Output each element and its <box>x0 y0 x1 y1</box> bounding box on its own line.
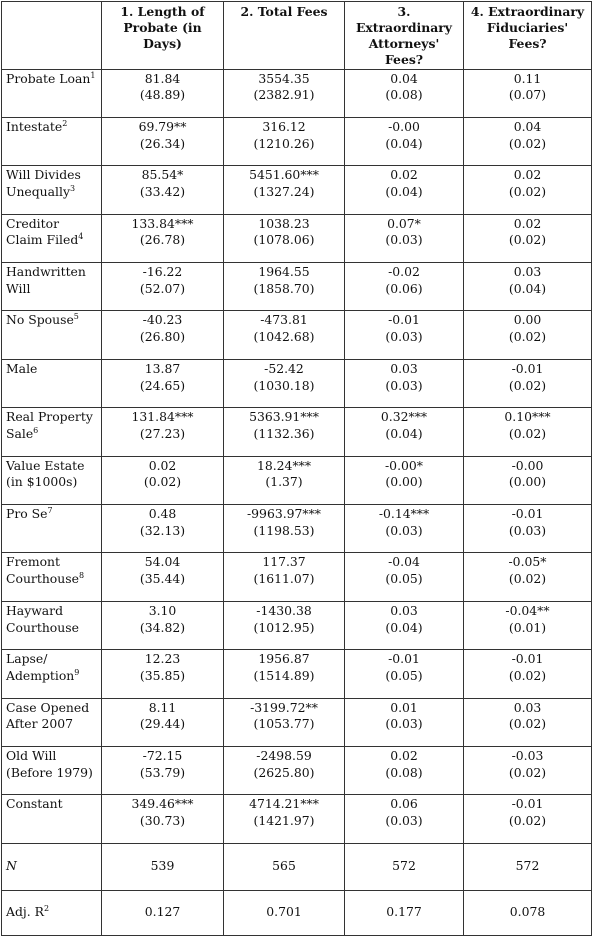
coefficient-estimate: 5363.91*** <box>249 409 319 425</box>
row-label <box>2 601 102 649</box>
standard-error: (1421.97) <box>253 813 315 829</box>
coefficient-estimate: -0.01 <box>388 312 420 328</box>
adj-r-squared-value: 0.701 <box>224 890 345 935</box>
coefficient-estimate: -0.00 <box>388 118 420 134</box>
coefficient-estimate: 0.48 <box>148 506 177 522</box>
coefficient-estimate: 18.24*** <box>256 457 312 473</box>
coefficient-cell <box>224 746 345 794</box>
coefficient-estimate: 349.46*** <box>131 796 194 812</box>
coefficient-estimate: -0.01 <box>388 651 420 667</box>
standard-error: (1198.53) <box>253 522 315 538</box>
standard-error: (0.02) <box>143 474 182 490</box>
coefficient-cell <box>345 117 464 165</box>
coefficient-estimate: -0.01 <box>511 796 544 812</box>
observations-value: 539 <box>102 843 224 890</box>
standard-error: (0.02) <box>508 184 547 200</box>
observations-row <box>2 843 592 890</box>
standard-error: (0.05) <box>385 571 423 587</box>
coefficient-estimate: 69.79** <box>138 118 187 134</box>
coefficient-cell <box>224 408 345 456</box>
footnote-marker: 3 <box>69 183 76 193</box>
adj-r-squared-label <box>2 890 102 935</box>
row-label <box>2 359 102 407</box>
coefficient-cell <box>345 263 464 311</box>
coefficient-cell <box>345 553 464 601</box>
coefficient-cell <box>224 263 345 311</box>
row-label <box>2 214 102 262</box>
coefficient-cell <box>345 698 464 746</box>
standard-error: (35.44) <box>139 571 186 587</box>
standard-error: (48.89) <box>139 87 186 103</box>
coefficient-cell <box>345 408 464 456</box>
standard-error: (26.34) <box>139 135 186 151</box>
coefficient-estimate: 3554.35 <box>258 70 310 86</box>
standard-error: (0.04) <box>385 619 423 635</box>
coefficient-cell <box>102 505 224 553</box>
standard-error: (0.07) <box>508 87 547 103</box>
observations-label: N <box>2 843 102 890</box>
row-label-text: Constant <box>6 796 63 812</box>
standard-error: (0.08) <box>385 87 423 103</box>
coefficient-cell <box>224 505 345 553</box>
coefficient-estimate: -0.00 <box>511 457 544 473</box>
coefficient-estimate: 1964.55 <box>258 264 310 280</box>
standard-error: (26.80) <box>139 329 186 345</box>
observations-value: 565 <box>224 843 345 890</box>
coefficient-cell <box>464 69 592 117</box>
coefficient-cell <box>345 311 464 359</box>
coefficient-estimate: -16.22 <box>142 264 183 280</box>
standard-error: (32.13) <box>139 522 186 538</box>
coefficient-estimate: -40.23 <box>142 312 183 328</box>
coefficient-cell <box>345 359 464 407</box>
coefficient-cell <box>102 117 224 165</box>
coefficient-estimate: 0.03 <box>390 360 418 376</box>
coefficient-estimate: 0.04 <box>513 118 542 134</box>
coefficient-cell <box>224 650 345 698</box>
standard-error: (2625.80) <box>253 764 315 780</box>
row-label-text: Creditor Claim Filed <box>6 215 79 248</box>
coefficient-estimate: 0.07* <box>387 215 421 231</box>
standard-error: (1012.95) <box>253 619 315 635</box>
standard-error: (1078.06) <box>253 232 315 248</box>
row-label-text: Probate Loan <box>6 70 91 86</box>
coefficient-estimate: 0.32*** <box>380 409 428 425</box>
standard-error: (0.00) <box>508 474 547 490</box>
standard-error: (0.02) <box>508 813 547 829</box>
coefficient-cell <box>464 505 592 553</box>
coefficient-cell <box>102 553 224 601</box>
coefficient-estimate: 0.11 <box>513 70 542 86</box>
row-label <box>2 117 102 165</box>
table-row <box>2 166 592 214</box>
standard-error: (0.02) <box>508 764 547 780</box>
coefficient-cell <box>224 553 345 601</box>
coefficient-cell <box>224 795 345 843</box>
coefficient-cell <box>464 746 592 794</box>
coefficient-estimate: -0.01 <box>511 651 544 667</box>
coefficient-estimate: 3.10 <box>148 602 177 618</box>
row-label-text: Real Property Sale <box>6 409 93 441</box>
coefficient-estimate: -9963.97*** <box>246 506 321 522</box>
standard-error: (53.79) <box>139 764 186 780</box>
coefficient-estimate: 1956.87 <box>258 651 310 667</box>
footnote-marker: 7 <box>47 505 53 515</box>
standard-error: (0.04) <box>385 135 423 151</box>
footnote-marker: 1 <box>90 70 96 80</box>
coefficient-estimate: 0.02 <box>513 167 542 183</box>
standard-error: (0.02) <box>508 377 547 393</box>
footnote-marker: 8 <box>78 571 85 581</box>
coefficient-estimate: -3199.72** <box>250 699 318 715</box>
standard-error: (1042.68) <box>253 329 315 345</box>
standard-error: (0.03) <box>385 522 423 538</box>
coefficient-estimate: 117.37 <box>262 554 306 570</box>
table-row <box>2 69 592 117</box>
table-row <box>2 698 592 746</box>
coefficient-cell <box>224 359 345 407</box>
coefficient-cell <box>224 214 345 262</box>
standard-error: (0.05) <box>385 667 423 683</box>
row-label-text: Intestate <box>6 118 63 134</box>
coefficient-cell <box>102 359 224 407</box>
row-label-text: Pro Se <box>6 506 48 522</box>
standard-error: (0.02) <box>508 425 547 441</box>
standard-error: (33.42) <box>139 184 186 200</box>
standard-error: (1132.36) <box>253 425 315 441</box>
standard-error: (0.02) <box>508 135 547 151</box>
coefficient-cell <box>224 311 345 359</box>
coefficient-cell <box>102 263 224 311</box>
regression-table <box>1 1 592 936</box>
adj-r-squared-row <box>2 890 592 935</box>
footnote-marker: 2 <box>62 118 68 128</box>
adj-r-squared-value: 0.127 <box>102 890 224 935</box>
coefficient-cell <box>102 166 224 214</box>
coefficient-cell <box>102 746 224 794</box>
coefficient-cell <box>102 311 224 359</box>
row-label-text: Male <box>6 360 38 376</box>
coefficient-estimate: 0.03 <box>513 264 542 280</box>
standard-error: (0.08) <box>385 764 423 780</box>
coefficient-estimate: 0.02 <box>390 747 418 763</box>
coefficient-cell <box>345 214 464 262</box>
standard-error: (26.78) <box>139 232 186 248</box>
footnote-marker: 6 <box>33 425 39 435</box>
table-row <box>2 795 592 843</box>
coefficient-cell <box>464 359 592 407</box>
standard-error: (0.06) <box>385 280 423 296</box>
coefficient-cell <box>102 601 224 649</box>
coefficient-cell <box>464 311 592 359</box>
adj-r-squared-value: 0.177 <box>345 890 464 935</box>
standard-error: (0.02) <box>508 571 547 587</box>
row-label <box>2 698 102 746</box>
coefficient-estimate: 0.04 <box>390 70 418 86</box>
observations-value: 572 <box>464 843 592 890</box>
standard-error: (1210.26) <box>253 135 315 151</box>
standard-error: (1858.70) <box>253 280 315 296</box>
coefficient-estimate: 1038.23 <box>258 215 310 231</box>
coefficient-estimate: -0.14*** <box>378 506 430 522</box>
coefficient-estimate: 12.23 <box>144 651 181 667</box>
standard-error: (1.37) <box>265 474 303 490</box>
standard-error: (2382.91) <box>253 87 315 103</box>
coefficient-cell <box>464 553 592 601</box>
table-row <box>2 214 592 262</box>
observations-value: 572 <box>345 843 464 890</box>
coefficient-estimate: -0.01 <box>511 360 544 376</box>
standard-error: (35.85) <box>139 667 186 683</box>
coefficient-cell <box>102 650 224 698</box>
standard-error: (34.82) <box>139 619 186 635</box>
coefficient-cell <box>224 698 345 746</box>
standard-error: (0.02) <box>508 667 547 683</box>
adj-r-squared-value: 0.078 <box>464 890 592 935</box>
coefficient-estimate: -0.01 <box>511 506 544 522</box>
superscript-two: 2 <box>43 904 50 914</box>
coefficient-cell <box>345 505 464 553</box>
coefficient-estimate: 13.87 <box>144 360 181 376</box>
coefficient-estimate: 0.02 <box>148 457 177 473</box>
standard-error: (1327.24) <box>253 184 315 200</box>
coefficient-cell <box>464 214 592 262</box>
row-label <box>2 69 102 117</box>
coefficient-estimate: -0.02 <box>388 264 420 280</box>
table-row <box>2 746 592 794</box>
row-label <box>2 263 102 311</box>
coefficient-cell <box>102 214 224 262</box>
coefficient-cell <box>345 166 464 214</box>
coefficient-estimate: 5451.60*** <box>249 167 319 183</box>
standard-error: (30.73) <box>139 813 186 829</box>
coefficient-cell <box>224 117 345 165</box>
coefficient-cell <box>224 601 345 649</box>
coefficient-estimate: 316.12 <box>262 118 306 134</box>
coefficient-cell <box>464 795 592 843</box>
row-label-text: Old Will (Before 1979) <box>6 747 93 780</box>
row-label <box>2 166 102 214</box>
coefficient-cell <box>102 456 224 504</box>
row-label-text: Hayward Courthouse <box>6 602 79 635</box>
coefficient-cell <box>464 601 592 649</box>
standard-error: (0.02) <box>508 329 547 345</box>
coefficient-estimate: -0.04** <box>505 602 550 618</box>
coefficient-estimate: 133.84*** <box>131 215 194 231</box>
row-label <box>2 795 102 843</box>
coefficient-cell <box>464 166 592 214</box>
standard-error: (0.03) <box>385 232 423 248</box>
adj-r-squared-label-text: Adj. R <box>6 904 44 920</box>
coefficient-cell <box>464 698 592 746</box>
row-label-text: Fremont Courthouse <box>6 554 79 587</box>
table-row <box>2 117 592 165</box>
coefficient-cell <box>102 408 224 456</box>
coefficient-estimate: 0.10*** <box>504 409 551 425</box>
coefficient-cell <box>224 456 345 504</box>
standard-error: (0.04) <box>508 280 547 296</box>
coefficient-estimate: 0.02 <box>390 167 418 183</box>
row-label-text: Will Divides Unequally <box>6 167 81 200</box>
coefficient-estimate: 81.84 <box>144 70 181 86</box>
coefficient-cell <box>345 795 464 843</box>
row-label <box>2 505 102 553</box>
standard-error: (29.44) <box>139 716 186 732</box>
standard-error: (0.03) <box>385 716 423 732</box>
row-label-text: No Spouse <box>6 312 74 328</box>
coefficient-cell <box>224 166 345 214</box>
header-extraordinary-fiduciaries-fees: 4. Extraordinary Fiduciaries' Fees? <box>464 2 592 70</box>
coefficient-estimate: -1430.38 <box>256 602 312 618</box>
footnote-marker: 5 <box>73 312 79 322</box>
standard-error: (1514.89) <box>253 667 315 683</box>
standard-error: (0.00) <box>385 474 423 490</box>
coefficient-estimate: 0.00 <box>513 312 542 328</box>
coefficient-cell <box>102 69 224 117</box>
coefficient-cell <box>102 698 224 746</box>
coefficient-cell <box>464 408 592 456</box>
standard-error: (0.04) <box>385 425 423 441</box>
coefficient-estimate: -0.05* <box>508 554 547 570</box>
row-label <box>2 650 102 698</box>
coefficient-cell <box>345 601 464 649</box>
coefficient-estimate: 0.03 <box>390 602 418 618</box>
coefficient-cell <box>345 746 464 794</box>
standard-error: (0.03) <box>508 522 547 538</box>
header-cell-empty <box>2 2 102 70</box>
coefficient-cell <box>464 117 592 165</box>
row-label <box>2 311 102 359</box>
coefficient-estimate: 4714.21*** <box>249 796 319 812</box>
coefficient-cell <box>345 650 464 698</box>
coefficient-cell <box>224 69 345 117</box>
table-row <box>2 505 592 553</box>
standard-error: (0.03) <box>385 377 423 393</box>
table-row <box>2 601 592 649</box>
coefficient-estimate: 0.02 <box>513 215 542 231</box>
coefficient-estimate: 0.03 <box>513 699 542 715</box>
row-label-text: Lapse/ Ademption <box>6 651 75 683</box>
standard-error: (27.23) <box>139 425 186 441</box>
row-label-text: Handwritten Will <box>6 264 86 296</box>
coefficient-estimate: -0.03 <box>511 747 544 763</box>
row-label <box>2 408 102 456</box>
table-body <box>2 69 592 935</box>
standard-error: (0.01) <box>508 619 547 635</box>
standard-error: (24.65) <box>139 377 186 393</box>
table-row <box>2 408 592 456</box>
coefficient-estimate: 54.04 <box>144 554 181 570</box>
table-row <box>2 263 592 311</box>
table-row <box>2 456 592 504</box>
header-total-fees: 2. Total Fees <box>224 2 345 70</box>
standard-error: (52.07) <box>139 280 186 296</box>
standard-error: (0.03) <box>385 813 423 829</box>
coefficient-cell <box>102 795 224 843</box>
table-row <box>2 359 592 407</box>
coefficient-estimate: -473.81 <box>260 312 308 328</box>
coefficient-cell <box>345 456 464 504</box>
standard-error: (0.02) <box>508 716 547 732</box>
row-label <box>2 746 102 794</box>
standard-error: (1030.18) <box>253 377 315 393</box>
footnote-marker: 9 <box>74 667 80 677</box>
header-length-of-probate: 1. Length of Probate (in Days) <box>102 2 224 70</box>
row-label-text: Case Opened After 2007 <box>6 699 90 732</box>
standard-error: (0.03) <box>385 329 423 345</box>
coefficient-cell <box>345 69 464 117</box>
standard-error: (1053.77) <box>253 716 315 732</box>
standard-error: (1611.07) <box>253 571 315 587</box>
header-extraordinary-attorneys-fees: 3. Extraordinary Attorneys' Fees? <box>345 2 464 70</box>
coefficient-estimate: -52.42 <box>264 360 304 376</box>
coefficient-estimate: 85.54* <box>141 167 184 183</box>
row-label-text: Value Estate (in $1000s) <box>6 457 85 490</box>
coefficient-estimate: 0.06 <box>390 796 418 812</box>
coefficient-estimate: 8.11 <box>148 699 177 715</box>
coefficient-estimate: -72.15 <box>142 747 183 763</box>
coefficient-estimate: -2498.59 <box>256 747 312 763</box>
table-row <box>2 650 592 698</box>
footnote-marker: 4 <box>78 232 84 242</box>
table-row <box>2 553 592 601</box>
coefficient-estimate: 131.84*** <box>131 409 194 425</box>
standard-error: (0.04) <box>385 184 423 200</box>
header-row <box>2 2 592 70</box>
coefficient-cell <box>464 263 592 311</box>
standard-error: (0.02) <box>508 232 547 248</box>
coefficient-estimate: -0.04 <box>388 554 420 570</box>
row-label <box>2 553 102 601</box>
coefficient-estimate: -0.00* <box>385 457 423 473</box>
row-label <box>2 456 102 504</box>
table-row <box>2 311 592 359</box>
coefficient-cell <box>464 456 592 504</box>
coefficient-estimate: 0.01 <box>390 699 418 715</box>
coefficient-cell <box>464 650 592 698</box>
